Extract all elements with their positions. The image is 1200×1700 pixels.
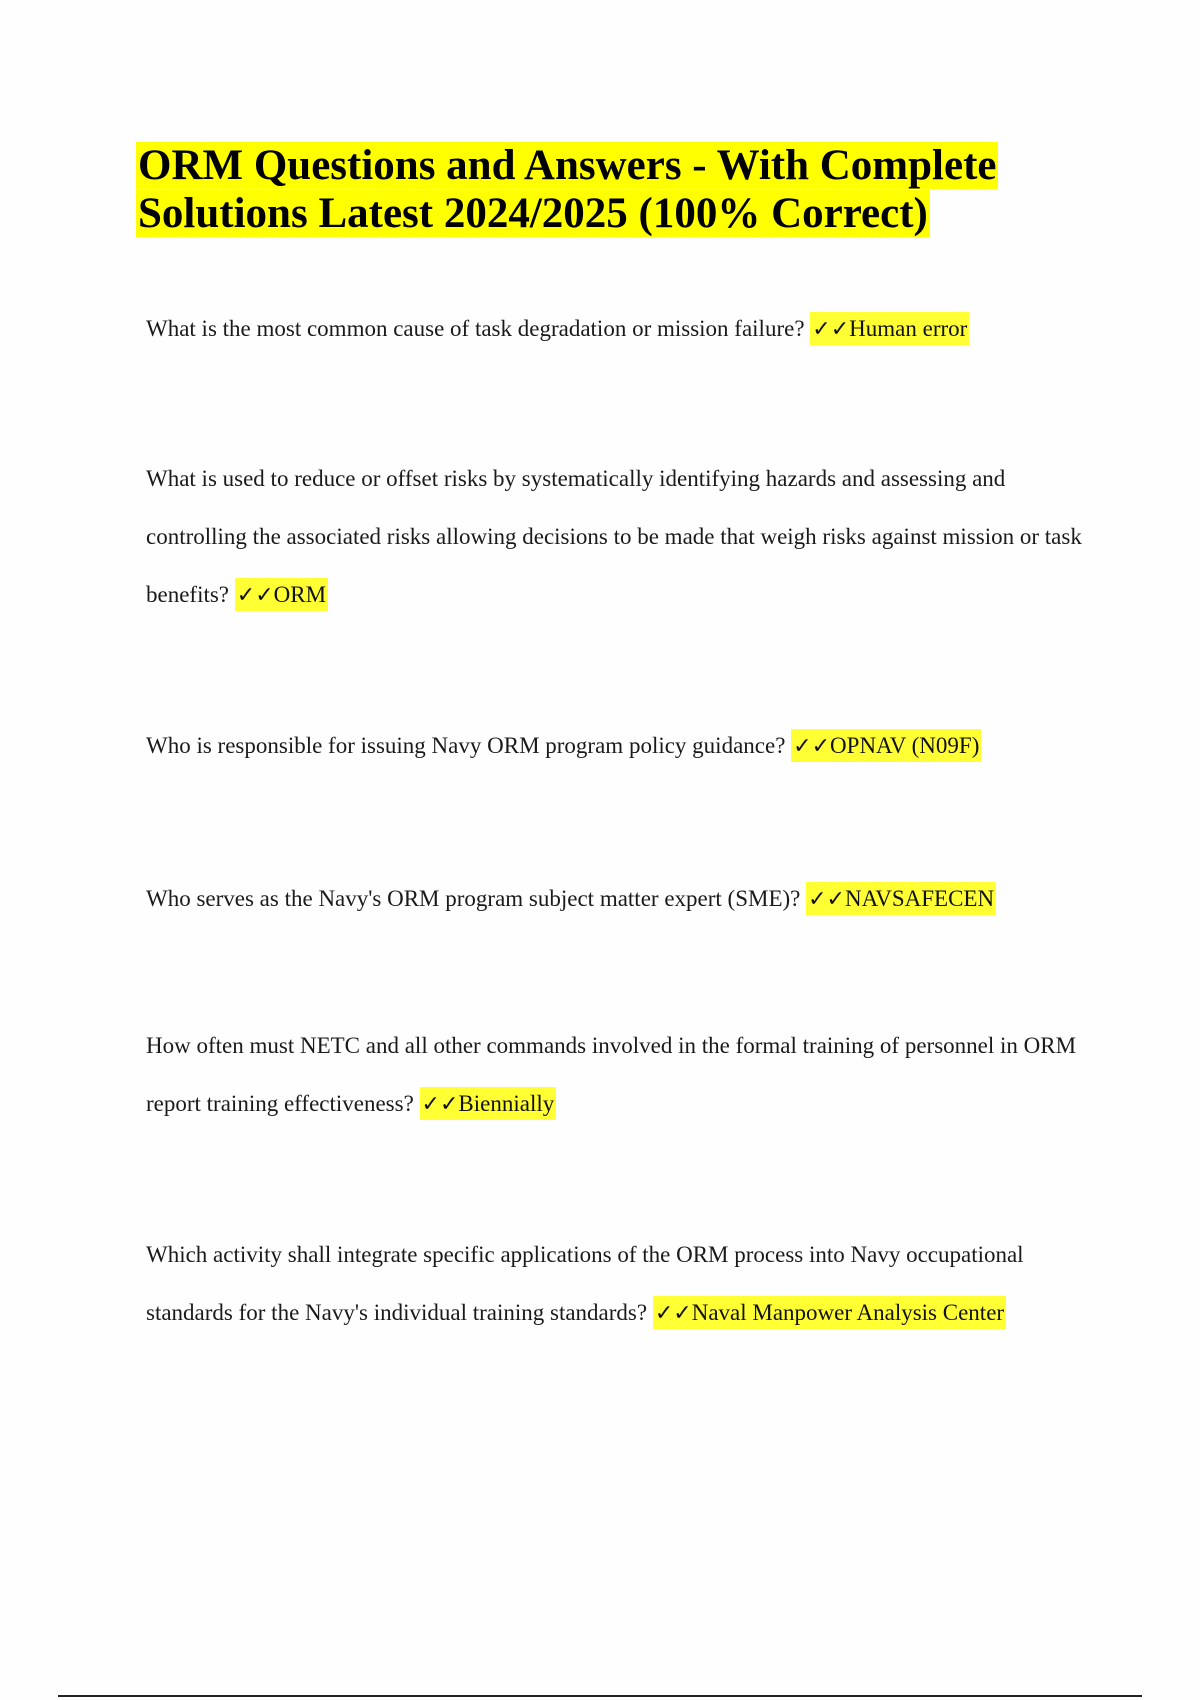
qa-item-1 bbox=[146, 300, 1096, 359]
answer-highlight bbox=[810, 312, 969, 345]
qa-item-3 bbox=[146, 717, 1096, 776]
answer-text: Naval Manpower Analysis Center bbox=[691, 1300, 1005, 1325]
qa-item-4 bbox=[146, 870, 1096, 929]
question-text: Which activity shall integrate specific applications of the ORM process into Navy occupational standards for the Navy's individual training standards? bbox=[146, 1242, 1024, 1325]
answer-text: Biennially bbox=[458, 1091, 555, 1116]
document-title bbox=[136, 142, 1076, 238]
double-check-icon: ✓✓ bbox=[236, 583, 274, 608]
double-check-icon: ✓✓ bbox=[421, 1092, 459, 1117]
question-text: Who serves as the Navy's ORM program subject matter expert (SME)? bbox=[146, 886, 801, 911]
title-line-1: ORM Questions and Answers - With Complete bbox=[138, 142, 997, 189]
qa-item-2 bbox=[146, 450, 1096, 625]
answer-highlight bbox=[806, 882, 996, 915]
question-text: What is used to reduce or offset risks by systematically identifying hazards and assessing and controlling the associated risks allowing decisions to be made that weigh risks against mission or task benefits? bbox=[146, 466, 1082, 607]
double-check-icon: ✓✓ bbox=[793, 734, 831, 759]
answer-highlight bbox=[235, 578, 328, 611]
double-check-icon: ✓✓ bbox=[808, 887, 845, 912]
answer-highlight bbox=[653, 1296, 1006, 1329]
answer-text: OPNAV (N09F) bbox=[830, 733, 980, 758]
title-line-2: Solutions Latest 2024/2025 (100% Correct) bbox=[138, 190, 928, 237]
answer-text: Human error bbox=[849, 316, 968, 341]
answer-highlight bbox=[791, 729, 981, 762]
answer-highlight bbox=[420, 1087, 557, 1120]
answer-text: NAVSAFECEN bbox=[844, 886, 995, 911]
question-text: What is the most common cause of task degradation or mission failure? bbox=[146, 316, 805, 341]
answer-text: ORM bbox=[273, 582, 327, 607]
qa-item-6 bbox=[146, 1226, 1096, 1343]
double-check-icon: ✓✓ bbox=[654, 1301, 692, 1326]
qa-item-5 bbox=[146, 1017, 1096, 1134]
footer-divider bbox=[58, 1695, 1142, 1697]
question-text: How often must NETC and all other commands involved in the formal training of personnel in ORM report training effectiveness? bbox=[146, 1033, 1077, 1116]
question-text: Who is responsible for issuing Navy ORM program policy guidance? bbox=[146, 733, 786, 758]
double-check-icon: ✓✓ bbox=[812, 317, 850, 342]
